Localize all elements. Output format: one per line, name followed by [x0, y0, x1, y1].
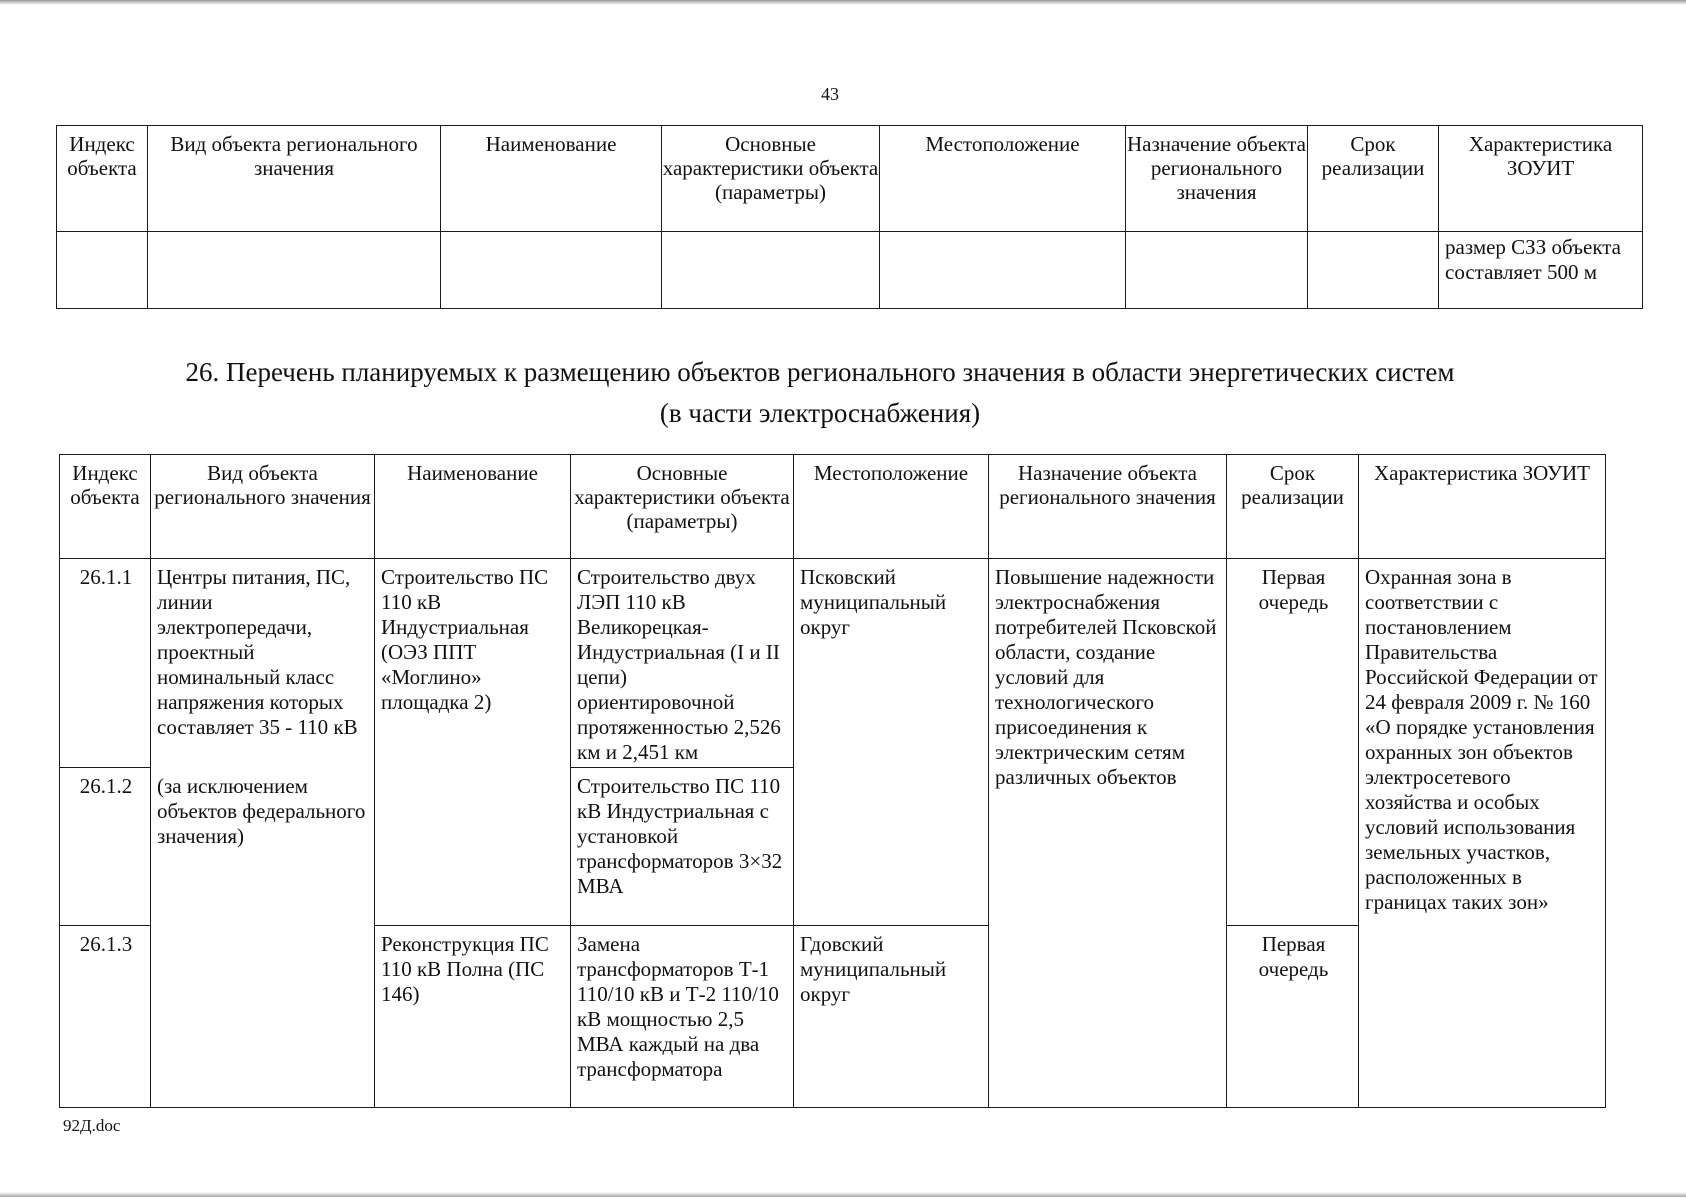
table2-header-row [60, 455, 1606, 559]
section-title-line1: 26. Перечень планируемых к размещению объектов регионального значения в области энергетических систем [185, 357, 1455, 387]
zouit-text: размер СЗЗ объекта составляет 500 м [1445, 235, 1621, 284]
object-type-note: (за исключением объектов федерального значения) [157, 774, 366, 848]
object-purpose: Повышение надежности электроснабжения потребителей Псковской области, создание условий для технологического присоединения к электрическим сетям различных объектов [989, 559, 1227, 1108]
page-number: 43 [821, 84, 839, 104]
row-index: 26.1.3 [60, 926, 151, 1108]
object-term: Первая очередь [1227, 926, 1359, 1108]
object-type-cell [151, 559, 375, 1108]
table1-header-params: Основные характеристики объекта (параметры) [662, 126, 880, 232]
scan-edge-top [0, 0, 1686, 5]
object-name: Реконструкция ПС 110 кВ Полна (ПС 146) [375, 926, 571, 1108]
row-index: 26.1.1 [60, 559, 151, 768]
scan-edge-bottom [0, 1192, 1686, 1197]
object-params: Замена трансформаторов Т-1 110/10 кВ и Т-2 110/10 кВ мощностью 2,5 МВА каждый на два трансформатора [571, 926, 794, 1108]
table-row [60, 559, 1606, 768]
table2-header-location: Местоположение [794, 455, 989, 559]
table2-header-purpose: Назначение объекта регионального значения [989, 455, 1227, 559]
table1-cell-params [662, 232, 880, 309]
table2-header-params: Основные характеристики объекта (параметры) [571, 455, 794, 559]
table1-cell-zouit [1439, 232, 1643, 309]
table1-cell-index [57, 232, 148, 309]
energy-objects-table [59, 454, 1606, 1108]
footer-filename: 92Д.doc [63, 1116, 121, 1135]
section-title-line2: (в части электроснабжения) [659, 398, 981, 428]
table1-cell-purpose [1126, 232, 1308, 309]
table1-header-term: Срок реализации [1308, 126, 1439, 232]
table1-header-purpose: Назначение объекта регионального значения [1126, 126, 1308, 232]
table2-header-zouit: Характеристика ЗОУИТ [1359, 455, 1606, 559]
table1-cell-term [1308, 232, 1439, 309]
table1-header-zouit: Характеристика ЗОУИТ [1439, 126, 1643, 232]
object-params: Строительство ПС 110 кВ Индустриальная с установкой трансформаторов 3×32 МВА [571, 768, 794, 926]
table1-cell-type [148, 232, 441, 309]
table2-header-name: Наименование [375, 455, 571, 559]
object-term: Первая очередь [1227, 559, 1359, 926]
object-name: Строительство ПС 110 кВ Индустриальная (ОЭЗ ППТ «Моглино» площадка 2) [375, 559, 571, 926]
section-title [60, 352, 1580, 434]
table1-header-name: Наименование [441, 126, 662, 232]
object-params: Строительство двух ЛЭП 110 кВ Великорецкая-Индустриальная (I и II цепи) ориентировочной протяженностью 2,526 км и 2,451 км [571, 559, 794, 768]
object-zouit: Охранная зона в соответствии с постановлением Правительства Российской Федерации от 24 февраля 2009 г. № 160 «О порядке установления охранных зон объектов электросетевого хозяйства и особых условий использования земельных участков, расположенных в границах таких зон» [1359, 559, 1606, 1108]
table1-cell-name [441, 232, 662, 309]
table1-header-row [57, 126, 1643, 232]
table1-header-index: Индекс объекта [57, 126, 148, 232]
table-row [57, 232, 1643, 309]
table2-header-type: Вид объекта регионального значения [151, 455, 375, 559]
row-index: 26.1.2 [60, 768, 151, 926]
object-location: Гдовский муниципальный округ [794, 926, 989, 1108]
object-type: Центры питания, ПС, линии электропередачи, проектный номинальный класс напряжения которых составляет 35 - 110 кВ [157, 565, 358, 739]
table2-header-term: Срок реализации [1227, 455, 1359, 559]
table1-header-location: Местоположение [880, 126, 1126, 232]
table1-cell-location [880, 232, 1126, 309]
continuation-table [56, 125, 1643, 309]
object-location: Псковский муниципальный округ [794, 559, 989, 926]
table1-header-type: Вид объекта регионального значения [148, 126, 441, 232]
table2-header-index: Индекс объекта [60, 455, 151, 559]
